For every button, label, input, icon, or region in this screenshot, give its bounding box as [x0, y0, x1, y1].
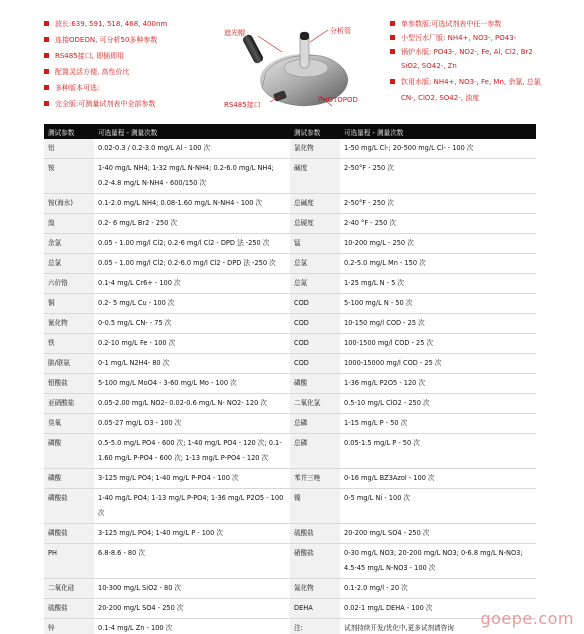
table-row: [44, 274, 536, 294]
param-cell: 六价铬: [44, 274, 94, 294]
param-cell: 磷酸: [44, 434, 94, 469]
param-cell: 总磷: [290, 414, 340, 434]
callout-rs485: RS485接口: [224, 101, 261, 109]
range-cell: 5-100 mg/L MoO4 - 3-60 mg/L Mo - 100 次: [94, 374, 290, 394]
table-row: [44, 579, 536, 599]
feature-item: 连接ODEON, 可分析50多种参数: [44, 36, 157, 44]
param-cell: 氯化物: [290, 139, 340, 159]
table-row: [44, 394, 536, 414]
range-cell: 0.2-5.0 mg/L Mn - 150 次: [340, 254, 536, 274]
bullet-icon: [390, 79, 395, 84]
param-cell: 硝酸盐: [290, 544, 340, 579]
range-cell: 0-0.5 mg/L CN- - 75 次: [94, 314, 290, 334]
header-param: 测试参数: [290, 124, 340, 139]
range-cell: 10-200 mg/L - 250 次: [340, 234, 536, 254]
bullet-icon: [44, 85, 49, 90]
table-row: [44, 599, 536, 619]
param-cell: 亚硝酸盐: [44, 394, 94, 414]
range-cell: 1-40 mg/L NH4; 1-32 mg/L N-NH4; 0.2-6.0 mg/L NH4; 0.2-4.8 mg/L N-NH4 - 600/150 次: [94, 159, 290, 194]
range-cell: 0.1-4 mg/L Zn - 100 次: [94, 619, 290, 634]
callout-tube: 分析管: [330, 27, 351, 35]
header-param: 测试参数: [44, 124, 94, 139]
param-cell: 镍: [290, 489, 340, 524]
feature-item: 饮用水版: NH4+, NO3-, Fe, Mn, 余氯, 总氯: [390, 78, 541, 86]
table-row: [44, 524, 536, 544]
param-cell: 总硬度: [290, 214, 340, 234]
table-row: [44, 194, 536, 214]
table-row: [44, 254, 536, 274]
feature-item: 单参数版:可选试剂表中任一参数: [390, 20, 501, 28]
table-row: [44, 469, 536, 489]
range-cell: 0.2- 5 mg/L Cu - 100 次: [94, 294, 290, 314]
range-cell: 2-50°F - 250 次: [340, 194, 536, 214]
range-cell: 0.2-10 mg/L Fe - 100 次: [94, 334, 290, 354]
watermark: goepe.com: [480, 609, 574, 628]
feature-item-continued: SiO2, SO42-, Zn: [401, 62, 457, 70]
table-row: [44, 214, 536, 234]
param-cell: COD: [290, 334, 340, 354]
param-cell: 磷酸盐: [44, 524, 94, 544]
feature-item: 完全版:可测量试剂表中全部参数: [44, 100, 155, 108]
param-cell: 肼/联氨: [44, 354, 94, 374]
range-cell: 0-16 mg/L BZ3Azol - 100 次: [340, 469, 536, 489]
table-row: [44, 159, 536, 194]
range-cell: 3-125 mg/L PO4; 1-40 mg/L P-PO4 - 100 次: [94, 469, 290, 489]
param-cell: 氟化物: [290, 579, 340, 599]
range-cell: 1-50 mg/L Cl-; 20-500 mg/L Cl- - 100 次: [340, 139, 536, 159]
param-cell: 磷酸: [44, 469, 94, 489]
table-row: [44, 354, 536, 374]
range-cell: 0-5 mg/L Ni - 100 次: [340, 489, 536, 524]
range-cell: 1000-15000 mg/l COD - 25 次: [340, 354, 536, 374]
param-cell: 锌: [44, 619, 94, 634]
table-header-row: [44, 124, 536, 139]
param-cell: 总磷: [290, 434, 340, 469]
range-cell: 1-25 mg/L N - 5 次: [340, 274, 536, 294]
param-cell: DEHA: [290, 599, 340, 619]
feature-item: 小型污水厂版: NH4+, NO3-, PO43-: [390, 34, 516, 42]
range-cell: 20-200 mg/L SO4 - 250 次: [340, 524, 536, 544]
table-row: [44, 234, 536, 254]
param-cell: 总氯: [44, 254, 94, 274]
range-cell: 2-40 °F - 250 次: [340, 214, 536, 234]
table-row: [44, 334, 536, 354]
table-row: [44, 294, 536, 314]
range-cell: 0.5-10 mg/L ClO2 - 250 次: [340, 394, 536, 414]
table-row: [44, 434, 536, 469]
feature-item: RS485接口, 即插即用: [44, 52, 124, 60]
param-cell: 臭氧: [44, 414, 94, 434]
range-cell: 0.05-27 mg/L O3 - 100 次: [94, 414, 290, 434]
param-cell: COD: [290, 294, 340, 314]
bullet-icon: [44, 21, 49, 26]
range-cell: 2-50°F - 250 次: [340, 159, 536, 194]
table-row: [44, 314, 536, 334]
range-cell: 20-200 mg/L SO4 - 250 次: [94, 599, 290, 619]
bullet-icon: [390, 21, 395, 26]
range-cell: 试剂持续开发/优化中,更多试剂请咨询: [340, 619, 536, 634]
range-cell: 1-15 mg/L P - 50 次: [340, 414, 536, 434]
range-cell: 0.05-2.00 mg/L NO2- 0.02-0.6 mg/L N- NO2- 120 次: [94, 394, 290, 414]
param-cell: 总碱度: [290, 194, 340, 214]
param-cell: 二氧化氯: [290, 394, 340, 414]
param-cell: 锰: [290, 234, 340, 254]
range-cell: 0.1-2.0 mg/L NH4; 0.08-1.60 mg/L N-NH4 - 100 次: [94, 194, 290, 214]
bullet-icon: [44, 69, 49, 74]
feature-item: 波长:639, 591, 518, 468, 400nm: [44, 20, 167, 28]
bullet-icon: [390, 49, 395, 54]
range-cell: 10-150 mg/l COD - 25 次: [340, 314, 536, 334]
callout-cap: 遮光帽: [224, 29, 245, 37]
param-cell: 硫酸盐: [290, 524, 340, 544]
param-cell: 余氯: [44, 234, 94, 254]
param-cell: COD: [290, 314, 340, 334]
range-cell: 0.05-1.5 mg/L P - 50 次: [340, 434, 536, 469]
callout-product: PHOTOPOD: [318, 96, 358, 104]
range-cell: 1-40 mg/L PO4; 1-13 mg/L P-PO4; 1-36 mg/L P2O5 - 100 次: [94, 489, 290, 524]
range-cell: 0.1-2.0 mg/l - 20 次: [340, 579, 536, 599]
header-range: 可选量程 - 测量次数: [340, 124, 536, 139]
range-cell: 100-1500 mg/l COD - 25 次: [340, 334, 536, 354]
range-cell: 0.05 - 1.00 mg/l Cl2; 0.2-6 mg/l Cl2 - DPD 法 -250 次: [94, 234, 290, 254]
param-cell: 铜: [44, 294, 94, 314]
param-cell: PH: [44, 544, 94, 579]
param-cell: 总氯: [290, 254, 340, 274]
bullet-icon: [44, 37, 49, 42]
feature-item: 配置灵活方便, 高性价比: [44, 68, 129, 76]
range-cell: 0.2- 6 mg/L Br2 - 250 次: [94, 214, 290, 234]
range-cell: 0.02-1 mg/L DEHA - 100 次: [340, 599, 536, 619]
table-row: [44, 414, 536, 434]
range-cell: 0.1-4 mg/L Cr6+ - 100 次: [94, 274, 290, 294]
table-row: [44, 374, 536, 394]
param-cell: 溴: [44, 214, 94, 234]
param-cell: 铝: [44, 139, 94, 159]
feature-item: 多种版本可选:: [44, 84, 99, 92]
range-cell: 0.5-5.0 mg/L PO4 - 600 次; 1-40 mg/L PO4 - 120 次; 0.1-1.60 mg/L P-PO4 - 600 次; 1-13 mg/L P-PO4 - 120 次: [94, 434, 290, 469]
param-cell: 硫酸盐: [44, 599, 94, 619]
param-cell: 铵(海水): [44, 194, 94, 214]
param-cell: 氰化物: [44, 314, 94, 334]
range-cell: 6.8-8.6 - 80 次: [94, 544, 290, 579]
range-cell: 0.02-0.3 / 0.2-3.0 mg/L Al - 100 次: [94, 139, 290, 159]
param-cell: 二氧化硅: [44, 579, 94, 599]
range-cell: 0-1 mg/L N2H4- 80 次: [94, 354, 290, 374]
param-cell: 钼酸盐: [44, 374, 94, 394]
param-cell: 碱度: [290, 159, 340, 194]
header-range: 可选量程 - 测量次数: [94, 124, 290, 139]
range-cell: 0.05 - 1.00 mg/l Cl2; 0.2-6.0 mg/l Cl2 - DPD 法 -250 次: [94, 254, 290, 274]
range-cell: 10-300 mg/L SiO2 - 80 次: [94, 579, 290, 599]
table-row: [44, 139, 536, 159]
param-cell: COD: [290, 354, 340, 374]
range-cell: 5-100 mg/L N - 50 次: [340, 294, 536, 314]
param-cell: 铵: [44, 159, 94, 194]
range-cell: 0-30 mg/L NO3; 20-200 mg/L NO3; 0-6.8 mg/L N-NO3; 4.5-45 mg/L N-NO3 - 100 次: [340, 544, 536, 579]
param-cell: 铁: [44, 334, 94, 354]
reagent-table: [44, 124, 536, 634]
param-cell: 总氮: [290, 274, 340, 294]
bullet-icon: [44, 101, 49, 106]
range-cell: 1-36 mg/L P2O5 - 120 次: [340, 374, 536, 394]
table-row: [44, 619, 536, 634]
param-cell: 苯并三唑: [290, 469, 340, 489]
param-cell: 注:: [290, 619, 340, 634]
table-row: [44, 544, 536, 579]
table-row: [44, 489, 536, 524]
feature-item-continued: CN-, ClO2, SO42-, 浊度: [401, 94, 480, 102]
param-cell: 磷酸: [290, 374, 340, 394]
feature-item: 锅炉水版: PO43-, NO2-, Fe, Al, Cl2, Br2: [390, 48, 533, 56]
param-cell: 磷酸盐: [44, 489, 94, 524]
range-cell: 3-125 mg/L PO4; 1-40 mg/L P - 100 次: [94, 524, 290, 544]
bullet-icon: [44, 53, 49, 58]
bullet-icon: [390, 35, 395, 40]
